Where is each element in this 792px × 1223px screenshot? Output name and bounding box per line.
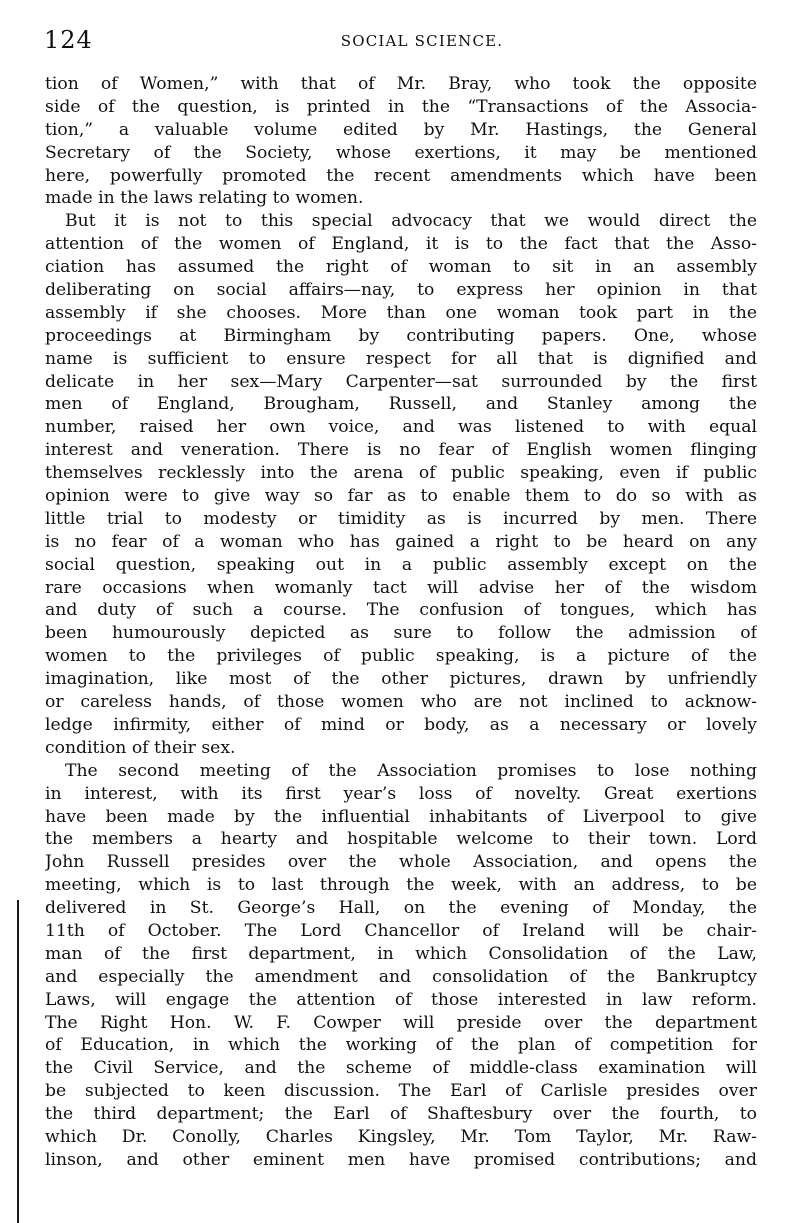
text-line: men of England, Brougham, Russell, and Stanley among the bbox=[45, 394, 757, 415]
text-line: tion of Women,” with that of Mr. Bray, who took the opposite bbox=[45, 74, 757, 94]
text-line: themselves recklessly into the arena of public speaking, even if public bbox=[45, 463, 757, 484]
text-line: linson, and other eminent men have promised contributions; and bbox=[45, 1149, 757, 1170]
text-line: The second meeting of the Association promises to lose nothing bbox=[65, 760, 757, 781]
text-line: been humourously depicted as sure to follow the admission of bbox=[45, 623, 757, 644]
text-line: women to the privileges of public speaking, is a picture of the bbox=[45, 646, 757, 667]
text-line: John Russell presides over the whole Association, and opens the bbox=[45, 852, 757, 873]
text-line: the Civil Service, and the scheme of middle-class examination will bbox=[45, 1058, 757, 1079]
text-line: which Dr. Conolly, Charles Kingsley, Mr. Tom Taylor, Mr. Raw- bbox=[45, 1126, 757, 1147]
text-line: meeting, which is to last through the week, with an address, to be bbox=[45, 875, 757, 896]
text-line: imagination, like most of the other pictures, drawn by unfriendly bbox=[45, 669, 757, 690]
text-line: proceedings at Birmingham by contributing papers. One, whose bbox=[45, 325, 757, 346]
text-line: the third department; the Earl of Shaftesbury over the fourth, to bbox=[45, 1104, 757, 1125]
body-text bbox=[45, 73, 757, 1172]
text-line: social question, speaking out in a public assembly except on the bbox=[45, 554, 757, 575]
text-line: little trial to modesty or timidity as is incurred by men. There bbox=[45, 508, 757, 529]
text-line: made in the laws relating to women. bbox=[45, 188, 364, 209]
text-line: man of the first department, in which Consolidation of the Law, bbox=[45, 943, 757, 964]
text-line: The Right Hon. W. F. Cowper will preside over the department bbox=[45, 1012, 757, 1033]
text-line: number, raised her own voice, and was listened to with equal bbox=[45, 417, 757, 438]
text-line: delicate in her sex—Mary Carpenter—sat surrounded by the first bbox=[45, 371, 757, 392]
running-title: SOCIAL SCIENCE. bbox=[340, 32, 504, 50]
text-line: deliberating on social affairs—nay, to express her opinion in that bbox=[45, 280, 757, 301]
text-line: rare occasions when womanly tact will advise her of the wisdom bbox=[45, 577, 757, 598]
text-line: attention of the women of England, it is to the fact that the Asso- bbox=[45, 234, 757, 255]
text-line: opinion were to give way so far as to enable them to do so with as bbox=[45, 486, 757, 507]
text-line: is no fear of a woman who has gained a right to be heard on any bbox=[45, 531, 757, 552]
text-line: assembly if she chooses. More than one woman took part in the bbox=[45, 302, 757, 323]
text-line: in interest, with its first year’s loss of novelty. Great exertions bbox=[45, 783, 757, 804]
margin-rule bbox=[17, 900, 19, 1223]
text-line: and especially the amendment and consolidation of the Bankruptcy bbox=[45, 966, 757, 987]
text-line: name is sufficient to ensure respect for all that is dignified and bbox=[45, 348, 757, 369]
page-header bbox=[44, 26, 760, 56]
text-line: be subjected to keen discussion. The Earl of Carlisle presides over bbox=[45, 1081, 757, 1102]
text-line: or careless hands, of those women who are not inclined to acknow- bbox=[45, 692, 757, 713]
text-line: ciation has assumed the right of woman to sit in an assembly bbox=[45, 257, 757, 278]
text-line: Secretary of the Society, whose exertions, it may be mentioned bbox=[45, 142, 757, 163]
text-line: here, powerfully promoted the recent amendments which have been bbox=[45, 165, 757, 186]
text-line: and duty of such a course. The confusion of tongues, which has bbox=[45, 600, 757, 621]
text-line: side of the question, is printed in the “Transactions of the Associa- bbox=[45, 96, 757, 117]
text-line: Laws, will engage the attention of those interested in law reform. bbox=[45, 989, 757, 1010]
text-line: But it is not to this special advocacy that we would direct the bbox=[65, 211, 757, 232]
text-line: ledge infirmity, either of mind or body, as a necessary or lovely bbox=[45, 714, 757, 735]
text-line: the members a hearty and hospitable welcome to their town. Lord bbox=[45, 829, 757, 850]
text-line: have been made by the influential inhabitants of Liverpool to give bbox=[45, 806, 757, 827]
text-line: condition of their sex. bbox=[45, 737, 236, 758]
page-number: 124 bbox=[44, 26, 93, 54]
text-line: 11th of October. The Lord Chancellor of Ireland will be chair- bbox=[45, 920, 757, 941]
text-line: tion,” a valuable volume edited by Mr. Hastings, the General bbox=[45, 119, 757, 140]
text-line: of Education, in which the working of the plan of competition for bbox=[45, 1035, 757, 1056]
text-line: interest and veneration. There is no fear of English women flinging bbox=[45, 440, 757, 461]
text-line: delivered in St. George’s Hall, on the evening of Monday, the bbox=[45, 898, 757, 919]
